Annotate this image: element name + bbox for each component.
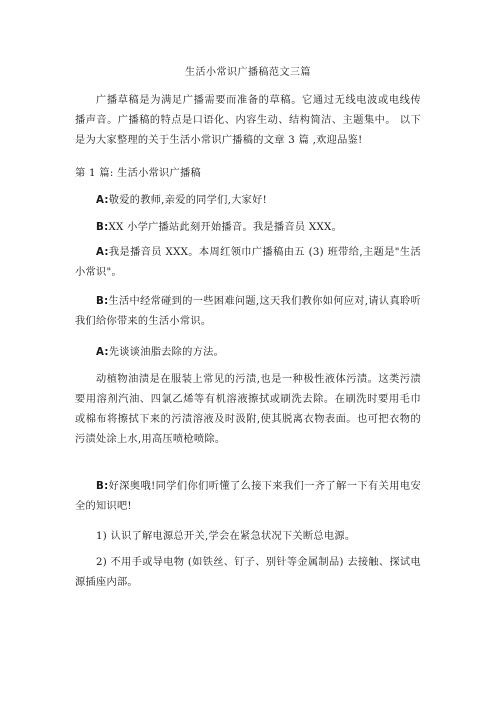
speaker-label: A: xyxy=(96,247,109,258)
section-heading: 第 1 篇: 生活小常识广播稿 xyxy=(75,168,202,179)
dialogue-text: 先谈谈油脂去除的方法。 xyxy=(108,347,225,358)
dialogue-line xyxy=(75,477,421,517)
list-item-text: 1) 认识了解电源总开关,学会在紧急状况下关断总电源。 xyxy=(96,531,356,542)
dialogue-line xyxy=(75,218,421,238)
speaker-label: B: xyxy=(96,481,109,492)
speaker-label: A: xyxy=(96,347,109,358)
dialogue-text: 生活中经常碰到的一些困难问题,这天我们教你如何应对,请认真聆听我们给你带来的生活小常识。 xyxy=(75,296,421,327)
speaker-label: A: xyxy=(96,195,109,206)
document-title: 生活小常识广播稿范文三篇 xyxy=(185,67,311,78)
list-item-text: 2) 不用手或导电物 (如铁丝、钉子、别针等金属制品) 去接触、探试电源插座内部。 xyxy=(75,557,421,588)
dialogue-text: 我是播音员 XXX。本周红领巾广播稿由五 (3) 班带给,主题是"生活小常识"。 xyxy=(75,247,421,278)
list-item xyxy=(75,527,421,547)
speaker-label: B: xyxy=(96,296,109,307)
body-text: 动植物油渍是在服装上常见的污渍,也是一种极性液体污渍。这类污渍要用溶剂汽油、四氯乙烯等有机溶液擦拭或刷洗去除。在刷洗时要用毛巾或棉布将擦拭下来的污渍溶液及时汲附,使其脱离衣物表面。也可把衣物的污渍处涂上水,用高压喷枪喷除。 xyxy=(75,374,421,445)
dialogue-line xyxy=(75,191,421,211)
list-item xyxy=(75,553,421,593)
speaker-label: B: xyxy=(96,222,109,233)
dialogue-line xyxy=(75,243,421,283)
intro-paragraph: 广播草稿是为满足广播需要而准备的草稿。它通过无线电波或电线传播声音。广播稿的特点是口语化、内容生动、结构简洁、主题集中。 以下是为大家整理的关于生活小常识广播稿的文章 3 篇 ,欢迎品鉴! xyxy=(75,95,421,146)
dialogue-line xyxy=(75,343,421,363)
dialogue-text: 好深奥哦!同学们你们听懂了么接下来我们一齐了解一下有关用电安全的知识吧! xyxy=(75,481,421,512)
dialogue-line xyxy=(75,292,421,332)
body-paragraph xyxy=(75,370,421,450)
dialogue-text: 敬爱的教师,亲爱的同学们,大家好! xyxy=(108,195,268,206)
dialogue-text: XX 小学广播站此刻开始播音。我是播音员 XXX。 xyxy=(108,222,343,233)
